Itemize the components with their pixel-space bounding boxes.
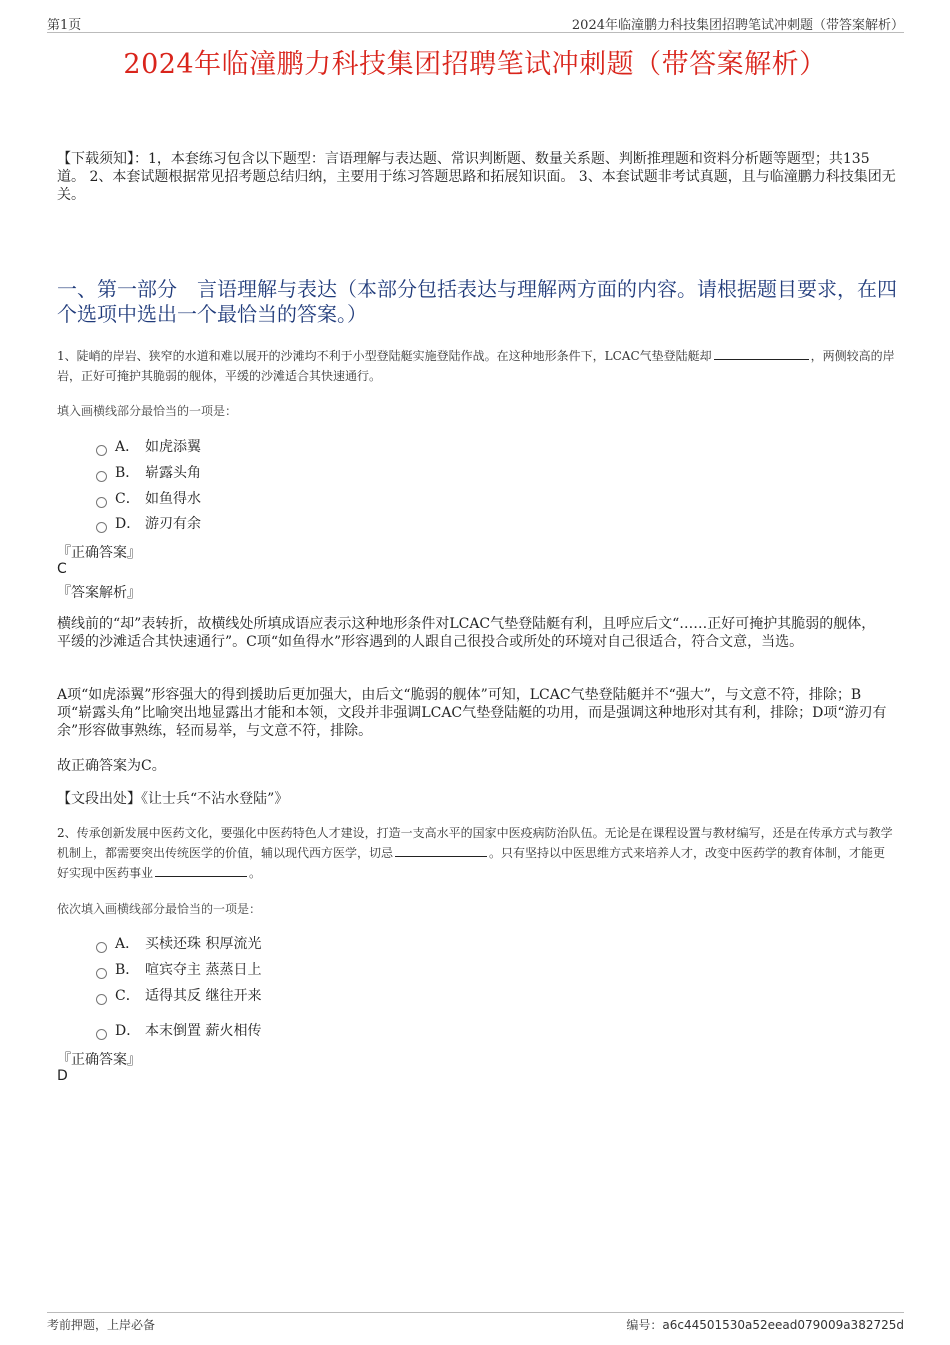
q1-option-d[interactable]: D． 游刃有余: [96, 513, 201, 533]
q1-answer-label: 『正确答案』: [57, 545, 141, 561]
q1-analysis-label: 『答案解析』: [57, 585, 141, 601]
q1-analysis-para-3: 故正确答案为C。: [57, 758, 166, 774]
q2-option-c[interactable]: C． 适得其反 继往开来: [96, 985, 261, 1005]
answer-blank: [155, 864, 247, 877]
footer-code: 编号：a6c44501530a52eead079009a382725d: [626, 1318, 904, 1332]
q2-answer-label: 『正确答案』: [57, 1052, 141, 1068]
q2-option-d[interactable]: D． 本末倒置 薪火相传: [96, 1020, 261, 1040]
q2-answer: D: [57, 1068, 68, 1084]
radio-icon[interactable]: [96, 968, 107, 979]
radio-icon[interactable]: [96, 942, 107, 953]
notice-text: ：1，本套练习包含以下题型：言语理解与表达题、常识判断题、数量关系题、判断推理题和资料分析题等题型；共135道。 2、本套试题根据常见招考题总结归纳，主要用于练习答题思路和拓展知识面。 3、本套试题非考试真题，且与临潼鹏力科技集团无关。: [57, 151, 896, 203]
notice-label: 【下载须知】: [57, 151, 134, 167]
question-1-prompt: 填入画横线部分最恰当的一项是：: [57, 404, 238, 418]
q1-answer: C: [57, 561, 67, 577]
q2-option-b[interactable]: B． 喧宾夺主 蒸蒸日上: [96, 959, 261, 979]
footer-slogan: 考前押题，上岸必备: [47, 1318, 156, 1332]
download-notice: [57, 150, 897, 204]
question-1-stem: 1、陡峭的岸岩、狭窄的水道和难以展开的沙滩均不利于小型登陆艇实施登陆作战。在这种地形条件下，LCAC气垫登陆艇却 ，两侧较高的岸岩，正好可掩护其脆弱的舰体，平缓的沙滩适合其快速通行。: [57, 349, 895, 383]
radio-icon[interactable]: [96, 522, 107, 533]
question-2-stem: 2、传承创新发展中医药文化，要强化中医药特色人才建设，打造一支高水平的国家中医疫病防治队伍。无论是在课程设置与教材编写，还是在传承方式与教学机制上，都需要突出传统医学的价值，辅以现代西方医学，切忌 。只有坚持以中医思维方式来培养人才，改变中医药学的教育体制，才能更好实现中医药事业 。: [57, 826, 893, 880]
q2-option-a[interactable]: A． 买椟还珠 积厚流光: [96, 933, 261, 953]
q1-option-c[interactable]: C． 如鱼得水: [96, 488, 201, 508]
radio-icon[interactable]: [96, 1029, 107, 1040]
answer-blank: [714, 347, 809, 360]
q1-option-a[interactable]: A． 如虎添翼: [96, 436, 201, 456]
document-title: 2024年临潼鹏力科技集团招聘笔试冲刺题（带答案解析）: [123, 49, 827, 80]
q1-source: 【文段出处】《让士兵“不沾水登陆”》: [57, 791, 289, 807]
section-title: 一、第一部分 言语理解与表达（本部分包括表达与理解两方面的内容。请根据题目要求，在四个选项中选出一个最恰当的答案。）: [57, 277, 897, 326]
radio-icon[interactable]: [96, 497, 107, 508]
page-header: [47, 14, 904, 33]
q1-analysis-para-2: A项“如虎添翼”形容强大的得到援助后更加强大，由后文“脆弱的舰体”可知，LCAC气垫登陆艇并不“强大”，与文意不符，排除；B项“崭露头角”比喻突出地显露出才能和本领，文段并非强调LCAC气垫登陆艇的功用，而是强调这种地形对其有利，排除；D项“游刃有余”形容做事熟练，轻而易举，与文意不符，排除。: [57, 687, 887, 739]
answer-blank: [395, 844, 487, 857]
radio-icon[interactable]: [96, 994, 107, 1005]
header-doc-title: 2024年临潼鹏力科技集团招聘笔试冲刺题（带答案解析）: [571, 18, 904, 33]
question-2-prompt: 依次填入画横线部分最恰当的一项是：: [57, 902, 262, 916]
q1-analysis-para-1: 横线前的“却”表转折，故横线处所填成语应表示这种地形条件对LCAC气垫登陆艇有利，且呼应后文“……正好可掩护其脆弱的舰体，平缓的沙滩适合其快速通行”。C项“如鱼得水”形容遇到的人跟自己很投合或所处的环境对自己很适合，符合文意，当选。: [57, 616, 876, 650]
page-footer: [47, 1312, 904, 1333]
radio-icon[interactable]: [96, 445, 107, 456]
page-number: 第1页: [47, 18, 82, 33]
radio-icon[interactable]: [96, 471, 107, 482]
q1-option-b[interactable]: B． 崭露头角: [96, 462, 201, 482]
